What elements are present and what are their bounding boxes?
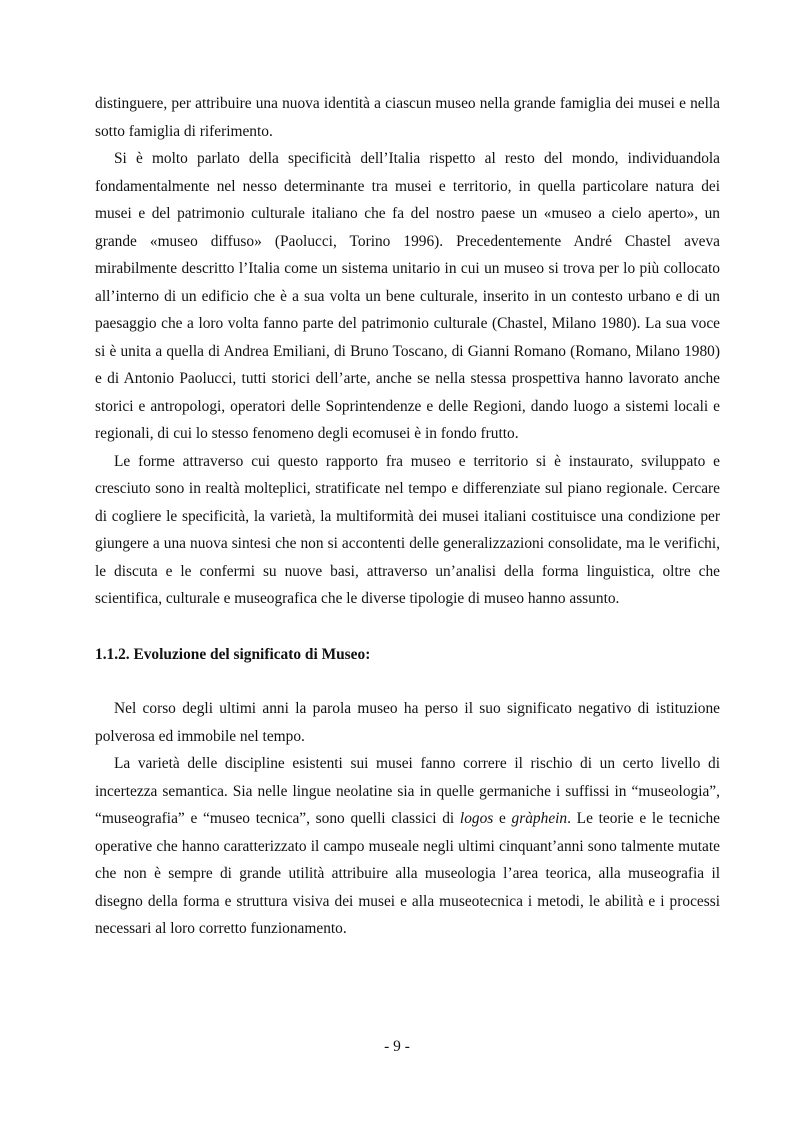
italic-term: logos [459,810,494,827]
paragraph: Si è molto parlato della specificità dell’Italia rispetto al resto del mondo, individuandola fondamentalmente nel nesso determinante tra musei e territorio, in quella particolare natura dei musei e del patrimonio culturale italiano che fa del nostro paese un «museo a cielo aperto», un grande «museo diffuso» (Paolucci, Torino 1996). Precedentemente André Chastel aveva mirabilmente descritto l’Italia come un sistema unitario in cui un museo si trova per lo più collocato all’interno di un edificio che è a sua volta un bene culturale, inserito in un contesto urbano e di un paesaggio che a loro volta fanno parte del patrimonio culturale (Chastel, Milano 1980). La sua voce si è unita a quella di Andrea Emiliani, di Bruno Toscano, di Gianni Romano (Romano, Milano 1980) e di Antonio Paolucci, tutti storici dell’arte, anche se nella stessa prospettiva hanno lavorato anche storici e antropologi, operatori delle Soprintendenze e delle Regioni, dando luogo a sistemi locali e regionali, di cui lo stesso fenomeno degli ecomusei è in fondo frutto. [95,150,720,442]
document-body [95,90,720,943]
paragraph: Nel corso degli ultimi anni la parola museo ha perso il suo significato negativo di istituzione polverosa ed immobile nel tempo. [95,700,720,745]
text-run: e [493,810,512,827]
section-heading: 1.1.2. Evoluzione del significato di Museo: [95,645,371,663]
paragraph [95,750,720,943]
text-run: La varietà delle discipline esistenti sui musei fanno correre il rischio di un certo livello di incertezza semantica. Sia nelle lingue neolatine sia in quelle germaniche i suffissi in “museologia”, “museografia” e “museo tecnica”, sono quelli classici di [95,755,720,827]
paragraph: Le forme attraverso cui questo rapporto fra museo e territorio si è instaurato, sviluppato e cresciuto sono in realtà molteplici, stratificate nel tempo e differenziate sul piano regionale. Cercare di cogliere le specificità, la varietà, la multiformità dei musei italiani costituisce una condizione per giungere a una nuova sintesi che non si accontenti delle generalizzazioni consolidate, ma le verifichi, le discuta e le confermi su nuove basi, attraverso un’analisi della forma linguistica, oltre che scientifica, culturale e museografica che le diverse tipologie di museo hanno assunto. [95,452,720,607]
paragraph: distinguere, per attribuire una nuova identità a ciascun museo nella grande famiglia dei musei e nella sotto famiglia di riferimento. [95,95,720,140]
text-run: . Le teorie e le tecniche operative che hanno caratterizzato il campo museale negli ultimi cinquant’anni sono talmente mutate che non è sempre di grande utilità attribuire alla museologia l’area teorica, alla museografia il disegno della forma e struttura visiva dei musei e alla museotecnica i metodi, le abilità e i processi necessari al loro corretto funzionamento. [95,810,721,937]
page-number: - 9 - [384,1038,410,1055]
italic-term: gràphein [511,810,568,827]
